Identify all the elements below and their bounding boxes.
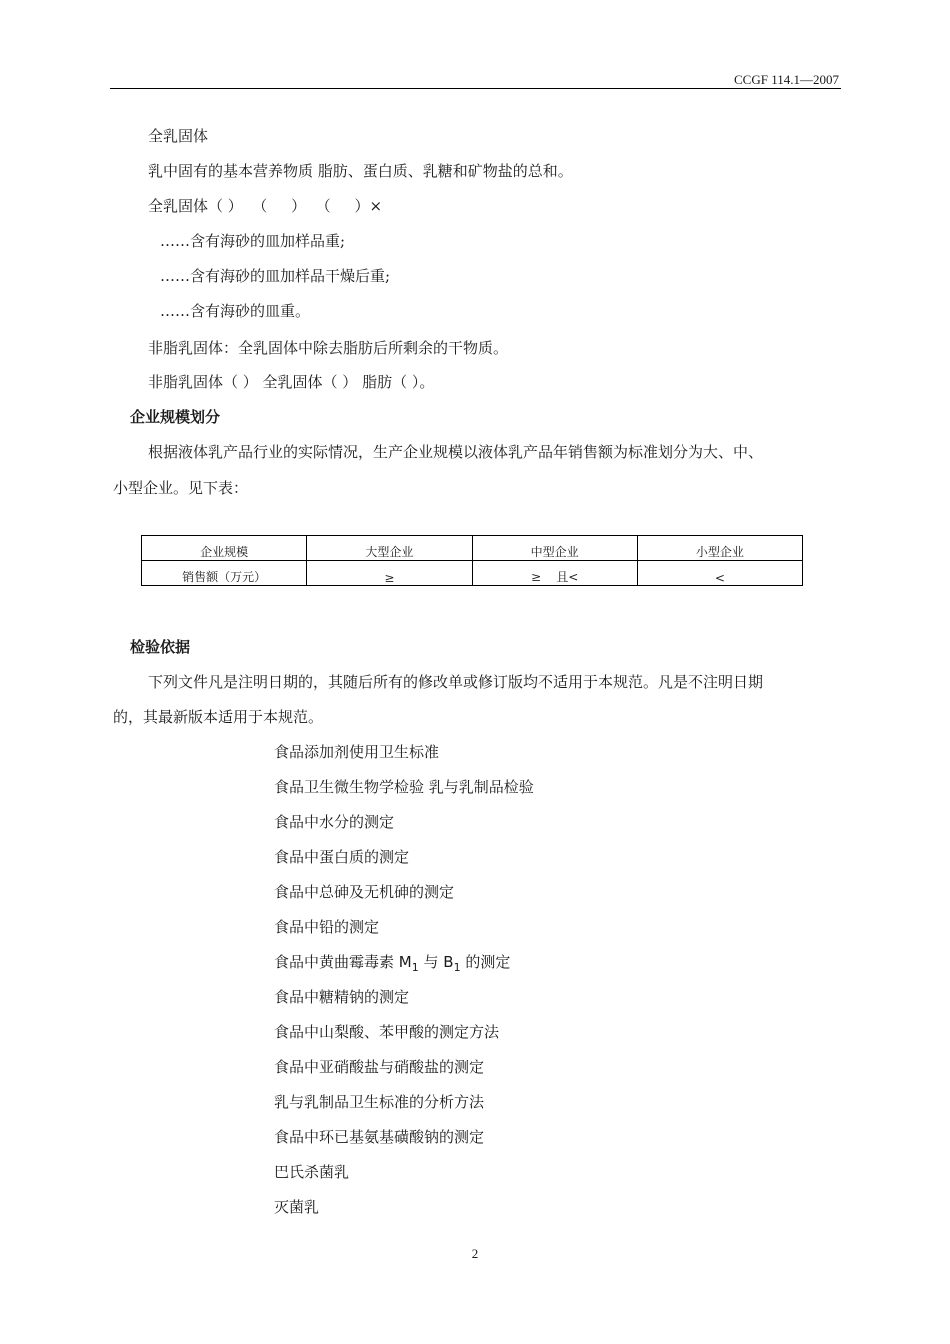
- definition-whole-milk-solids: 乳中固有的基本营养物质 脂肪、蛋白质、乳糖和矿物盐的总和。: [148, 162, 573, 180]
- variable-3: ……含有海砂的皿重。: [160, 302, 311, 320]
- table-header-cell: 中型企业: [472, 536, 637, 561]
- standard-item: 食品中亚硝酸盐与硝酸盐的测定: [274, 1058, 485, 1076]
- aflatoxin-prefix: 食品中黄曲霉毒素: [274, 953, 399, 971]
- table-header-row: [142, 536, 803, 561]
- heading-enterprise-scale: 企业规模划分: [130, 408, 221, 426]
- page-number: 2: [471, 1246, 479, 1261]
- heading-inspection-basis: 检验依据: [130, 638, 191, 656]
- term-whole-milk-solids: 全乳固体: [148, 127, 209, 145]
- standard-item: 食品中总砷及无机砷的测定: [274, 883, 455, 901]
- aflatoxin-m-subscript: 1: [411, 961, 419, 974]
- variable-2: ……含有海砂的皿加样品干燥后重;: [160, 267, 391, 285]
- table-header-cell: 企业规模: [142, 536, 307, 561]
- standard-item: 巴氏杀菌乳: [274, 1163, 350, 1181]
- variable-1: ……含有海砂的皿加样品重;: [160, 232, 346, 250]
- basis-paragraph-line2: 的，其最新版本适用于本规范。: [113, 708, 324, 726]
- standard-item: 食品中环已基氨基磺酸钠的测定: [274, 1128, 485, 1146]
- aflatoxin-b-subscript: 1: [453, 961, 461, 974]
- standard-item: 食品添加剂使用卫生标准: [274, 743, 440, 761]
- standard-item: 灭菌乳: [274, 1198, 320, 1216]
- standard-item: 食品中山梨酸、苯甲酸的测定方法: [274, 1023, 500, 1041]
- formula-snf: 非脂乳固体（ ） 全乳固体（ ） 脂肪（ ）。: [148, 373, 435, 391]
- standard-item: 乳与乳制品卫生标准的分析方法: [274, 1093, 485, 1111]
- enterprise-scale-table: [141, 535, 803, 586]
- table-cell: <: [637, 561, 802, 586]
- table-cell: 销售额（万元）: [142, 561, 307, 586]
- definition-snf: 非脂乳固体：全乳固体中除去脂肪后所剩余的干物质。: [148, 339, 509, 357]
- standard-item-aflatoxin: [274, 951, 510, 979]
- enterprise-paragraph-line2: 小型企业。见下表：: [113, 479, 249, 497]
- aflatoxin-b: B: [443, 953, 454, 971]
- standard-item: 食品卫生微生物学检验 乳与乳制品检验: [274, 778, 534, 796]
- document-code: CCGF 114.1—2007: [734, 72, 839, 87]
- table-row: [142, 561, 803, 586]
- standard-item: 食品中蛋白质的测定: [274, 848, 410, 866]
- header-rule: [110, 88, 841, 89]
- enterprise-paragraph-line1: 根据液体乳产品行业的实际情况，生产企业规模以液体乳产品年销售额为标准划分为大、中、: [148, 443, 764, 461]
- standard-item: 食品中水分的测定: [274, 813, 395, 831]
- aflatoxin-suffix: 的测定: [460, 953, 511, 971]
- aflatoxin-m: M: [398, 953, 412, 971]
- table-header-cell: 大型企业: [307, 536, 472, 561]
- table-cell: ≥: [307, 561, 472, 586]
- aflatoxin-and: 与: [418, 953, 444, 971]
- table-header-cell: 小型企业: [637, 536, 802, 561]
- standard-item: 食品中糖精钠的测定: [274, 988, 410, 1006]
- basis-paragraph-line1: 下列文件凡是注明日期的，其随后所有的修改单或修订版均不适用于本规范。凡是不注明日期: [148, 673, 764, 691]
- standard-item: 食品中铅的测定: [274, 918, 380, 936]
- table-cell: ≥ 且<: [472, 561, 637, 586]
- formula-whole-milk-solids: 全乳固体（ ） （ ） （ ）×: [148, 197, 383, 215]
